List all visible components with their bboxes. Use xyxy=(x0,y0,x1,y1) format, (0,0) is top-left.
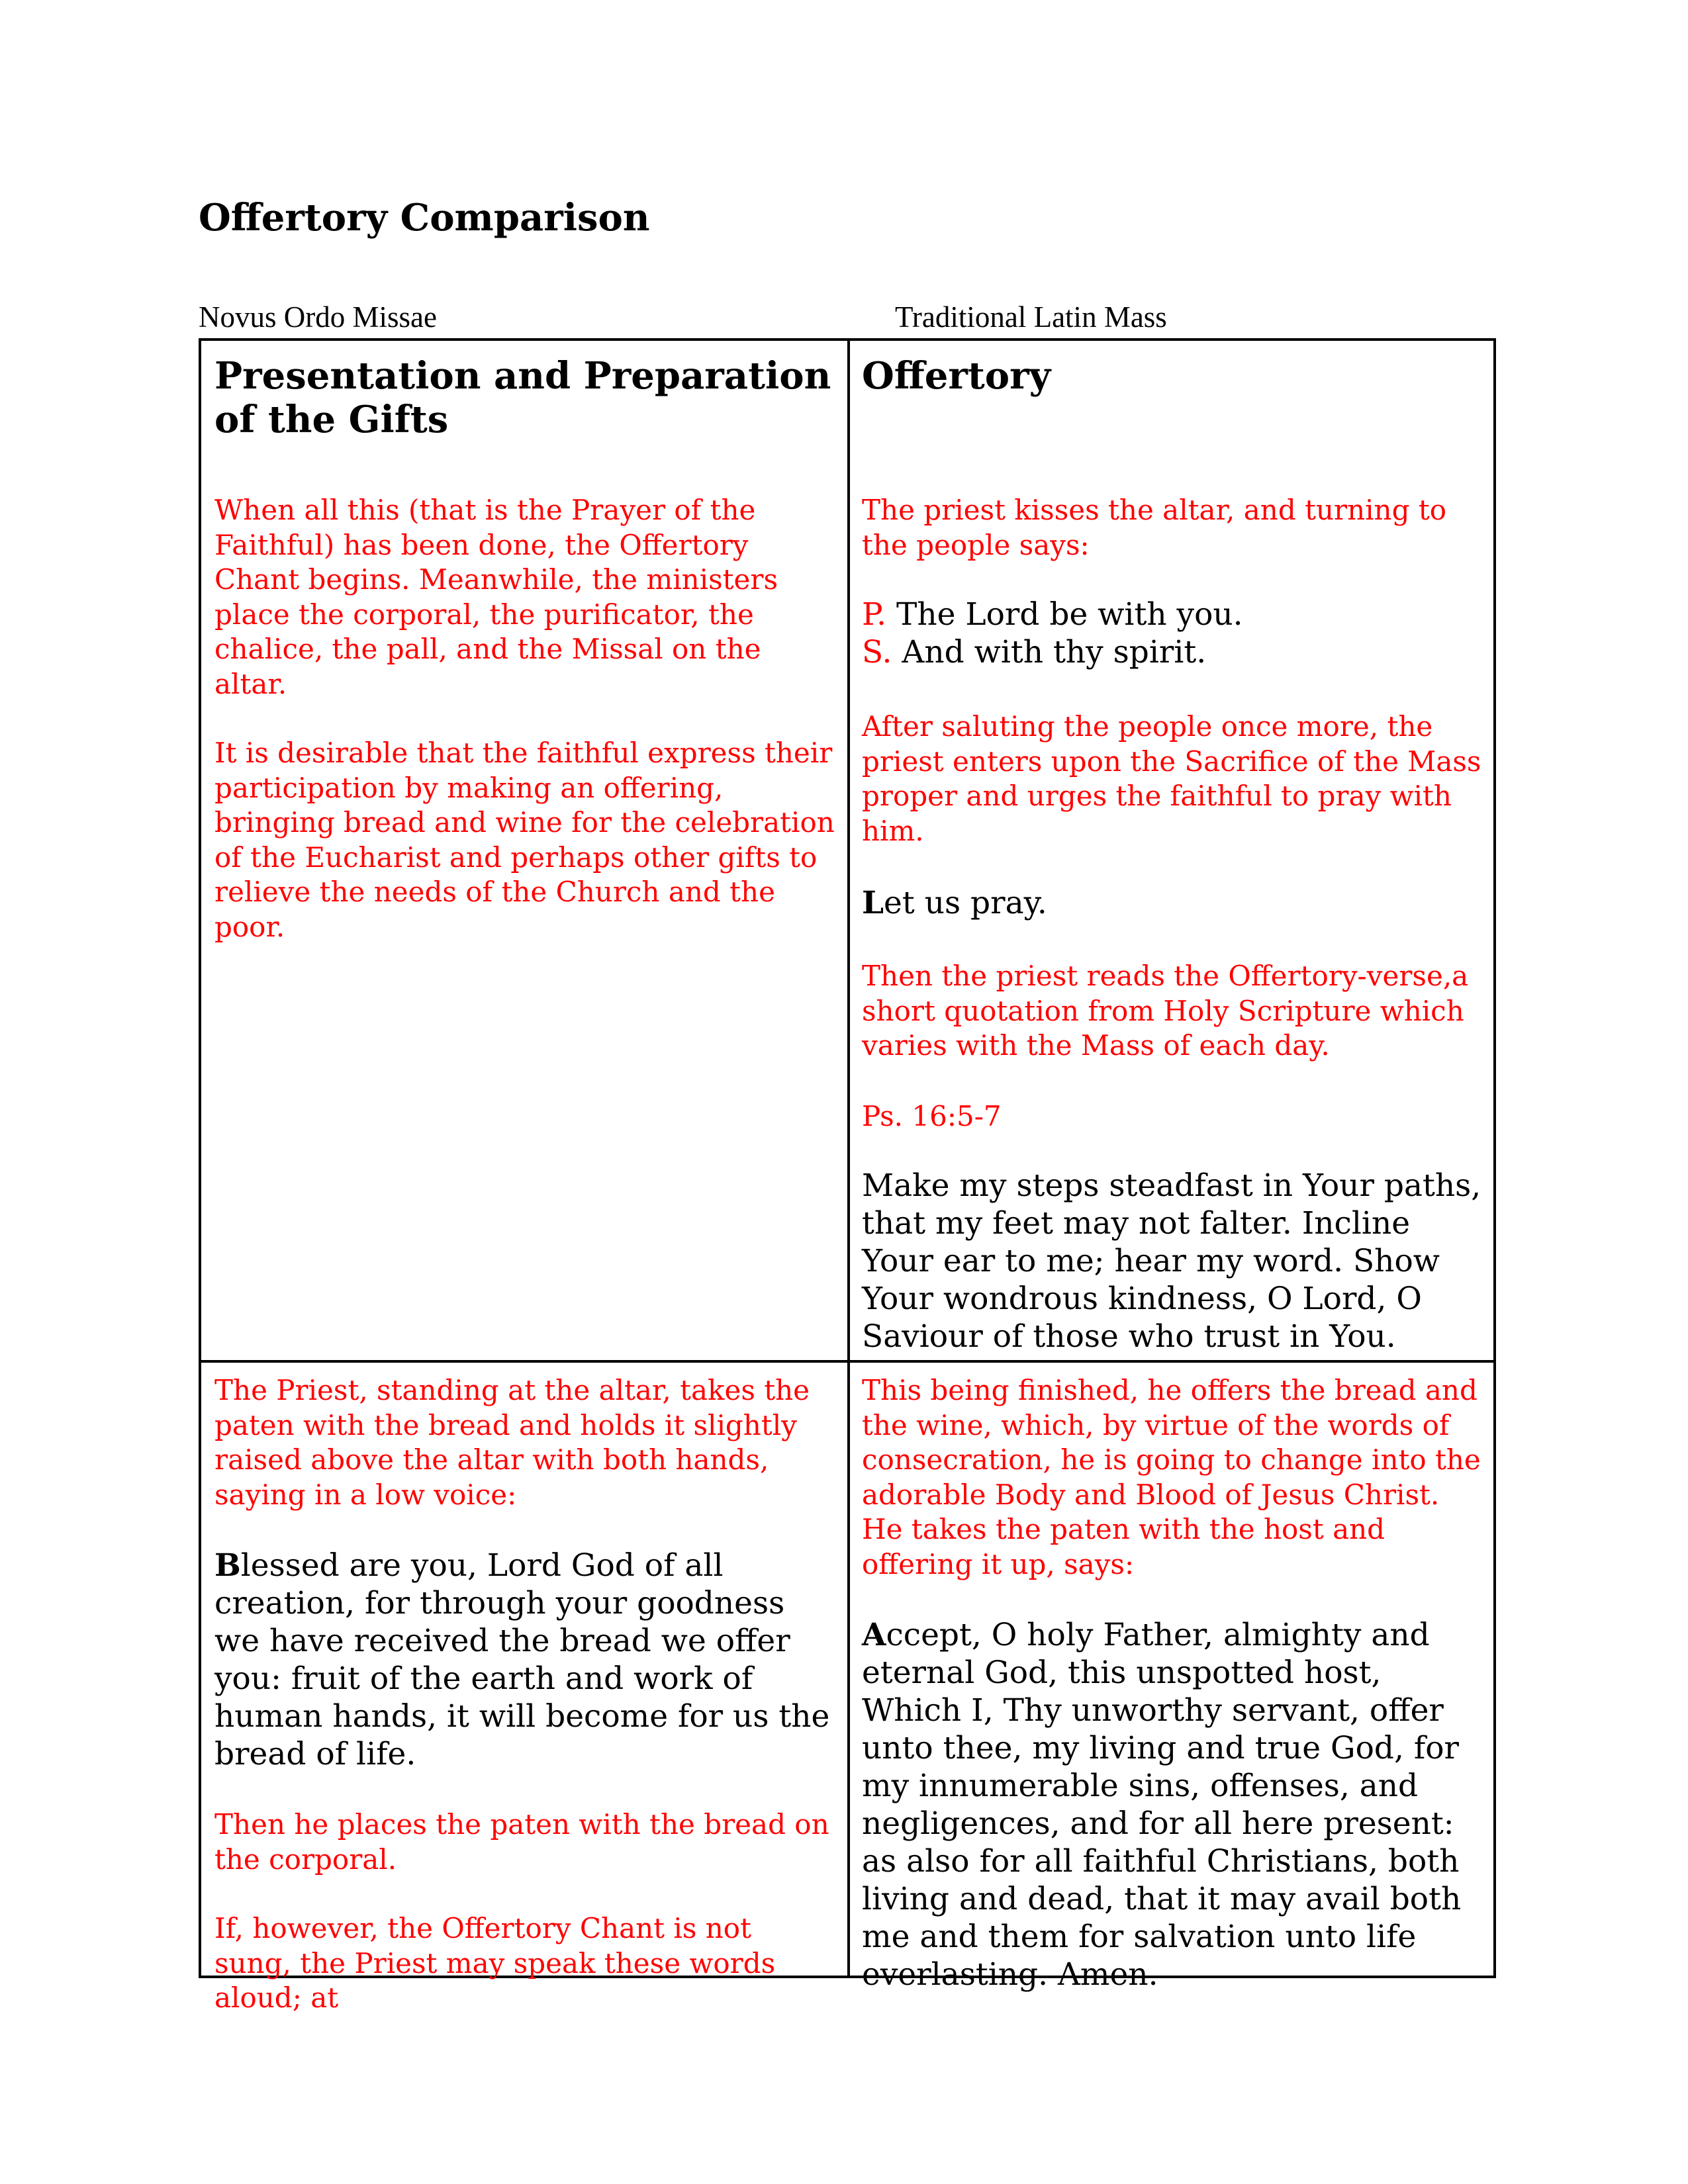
prayer-text: lessed are you, Lord God of all creation, for through your goodness we have received the bread we offer you: fruit of the earth and work of human hands, it will become for us the bread of life. xyxy=(214,1547,830,1772)
prayer-initial: A xyxy=(862,1617,886,1653)
prayer-let-us-pray xyxy=(862,884,1484,922)
rubric-saluting-people: After saluting the people once more, the priest enters upon the Sacrifice of the Mass proper and urges the faithful to pray with him. xyxy=(862,710,1481,847)
column-label-traditional: Traditional Latin Mass xyxy=(895,300,1167,334)
scripture-citation: Ps. 16:5-7 xyxy=(862,1099,1002,1132)
rubric-offers-bread-wine: This being finished, he offers the bread and the wine, which, by virtue of the words of consecration, he is going to change into the adorable Body and Blood of Jesus Christ. He takes the paten with the host and offering it up, says: xyxy=(862,1374,1481,1580)
cell-novus-bread xyxy=(214,1373,837,2014)
cell-novus-presentation xyxy=(214,354,837,944)
row-divider xyxy=(201,1360,1493,1363)
rubric-offertory-chant: When all this (that is the Prayer of the Faithful) has been done, the Offertory Chant begins. Meanwhile, the ministers place the corporal, the purificator, the chalice, the pall, and the Missal on the altar. xyxy=(214,494,778,700)
dialogue-line xyxy=(862,633,1484,671)
rubric-places-paten: Then he places the paten with the bread on the corporal. xyxy=(214,1808,829,1876)
dialogue-line xyxy=(862,596,1484,633)
prayer-blessed-are-you xyxy=(214,1547,837,1773)
offertory-verse-text: Make my steps steadfast in Your paths, that my feet may not falter. Incline Your ear to me; hear my word. Show Your wondrous kindness, O Lord, O Saviour of those who trust in You. xyxy=(862,1167,1481,1355)
rubric-chant-not-sung: If, however, the Offertory Chant is not sung, the Priest may speak these words aloud; at xyxy=(214,1912,776,2014)
column-label-novus-ordo: Novus Ordo Missae xyxy=(199,300,437,334)
rubric-takes-paten: The Priest, standing at the altar, takes the paten with the bread and holds it slightly raised above the altar with both hands, saying in a low voice: xyxy=(214,1374,810,1511)
rubric-faithful-offering: It is desirable that the faithful express their participation by making an offering, bringing bread and wine for the celebration of the Eucharist and perhaps other gifts to relieve the needs of the Church and the poor. xyxy=(214,737,835,943)
cell-traditional-offertory xyxy=(862,354,1484,1355)
prayer-text: ccept, O holy Father, almighty and eternal God, this unspotted host, Which I, Thy unworthy servant, offer unto thee, my living and true God, for my innumerable sins, offenses, and negligences, and for all here present: as also for all faithful Christians, both living and dead, that it may avail both me and them for salvation unto life everlasting. Amen. xyxy=(862,1617,1462,1993)
column-divider xyxy=(847,341,850,1976)
section-heading-presentation: Presentation and Preparation of the Gifts xyxy=(214,354,831,441)
page-title: Offertory Comparison xyxy=(199,196,650,240)
prayer-initial: L xyxy=(862,885,884,921)
dialogue-text: And with thy spirit. xyxy=(892,634,1207,670)
prayer-initial: B xyxy=(214,1547,241,1584)
rubric-kisses-altar: The priest kisses the altar, and turning to the people says: xyxy=(862,494,1447,561)
dialogue-text: The Lord be with you. xyxy=(886,596,1243,633)
speaker-server: S. xyxy=(862,634,892,670)
prayer-suscipe xyxy=(862,1616,1484,1993)
rubric-offertory-verse: Then the priest reads the Offertory-verse,a short quotation from Holy Scripture which varies with the Mass of each day. xyxy=(862,960,1469,1062)
speaker-priest: P. xyxy=(862,596,887,633)
cell-traditional-host xyxy=(862,1373,1484,1993)
prayer-text: et us pray. xyxy=(884,885,1047,921)
comparison-table xyxy=(199,338,1496,2014)
section-heading-offertory: Offertory xyxy=(862,354,1051,398)
